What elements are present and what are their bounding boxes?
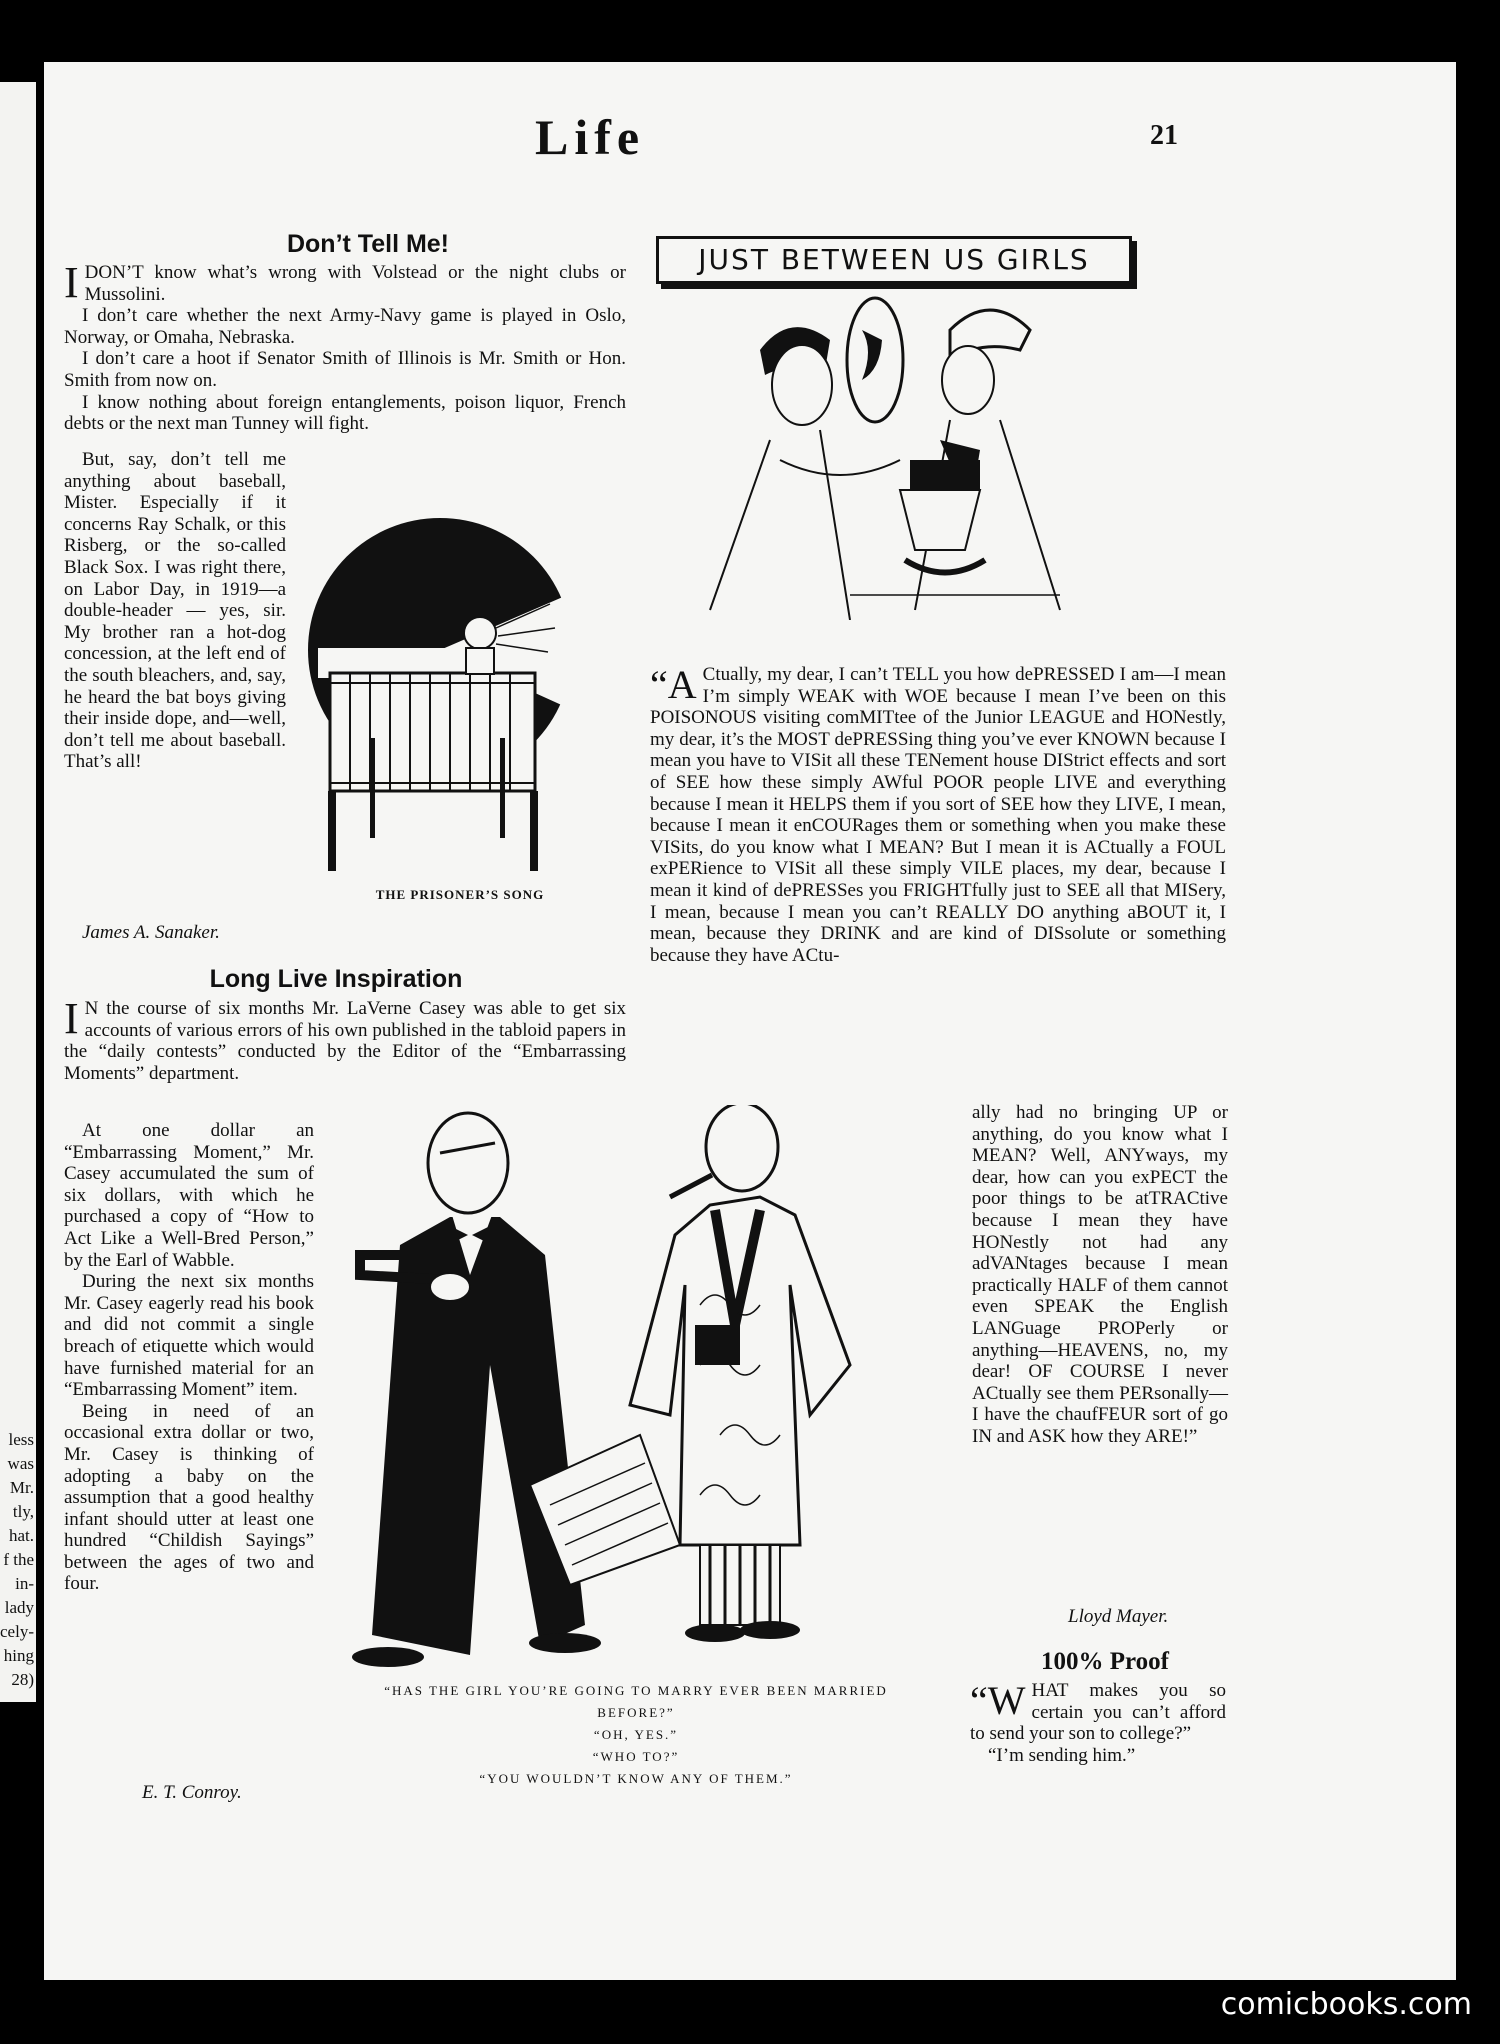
article-title-long-live-inspiration: Long Live Inspiration: [209, 965, 463, 993]
paragraph: HAT makes you so certain you can’t afford to send your son to college?”: [970, 1680, 1226, 1745]
article2-intro-text: [64, 994, 626, 1084]
article-title-100-proof: 100% Proof: [1041, 1648, 1169, 1675]
facing-page-word: cely-: [0, 1622, 34, 1641]
dropcap: “W: [970, 1678, 1026, 1723]
paragraph: Ctually, my dear, I can’t TELL you how dePRESSED I am—I mean I’m simply WEAK with WOE because I mean I’ve been on this POISONOUS visiting comMITtee of the Junior LEAGUE and HONestly, my dear, it’s the MOST dePRESSing thing you’ve ever KNOWN because I mean you have to VISit all these TENement house DIStrict effects and sort of SEE how these simply AWful POOR people LIVE and everything because I mean it HELPS them if you sort of SEE how they LIVE, I mean, because I mean it enCOURages them or something when you make these VISits, do you know what I MEAN? But I mean it is ACtually a FOUL exPERience to VISit all these simply VILE places, my dear, because I mean it kind of dePRESSes you FRIGHTfully just to SEE all that MISery, I mean, because I mean you can’t REALLY DO anything aBOUT it, I mean, because they DRINK and are kind of DISsolute or something because they have ACtu-: [650, 664, 1226, 966]
paragraph: But, say, don’t tell me anything about baseball, Mister. Especially if it concerns Ray Schalk, or this Risberg, or the so-called Black Sox. I was right there, on Labor Day, in 1919—a double-header — yes, sir. My brother ran a hot-dog concession, at the left end of the south bleachers, and, say, he heard the bat boys giving their inside dope, and—well, don’t tell me about baseball. That’s all!: [64, 449, 286, 773]
byline: E. T. Conroy.: [142, 1782, 242, 1803]
facing-page-word: Mr.: [9, 1478, 34, 1497]
two-men-cartoon: [340, 1105, 910, 1670]
caption-line: “YOU WOULDN’T KNOW ANY OF THEM.”: [479, 1771, 793, 1786]
article1-full-width-text: [64, 258, 626, 435]
cartoon-caption: THE PRISONER’S SONG: [375, 887, 545, 902]
facing-page-edge: [0, 82, 36, 1702]
facing-page-word: in-: [15, 1574, 34, 1593]
paragraph: I don’t care a hoot if Senator Smith of Illinois is Mr. Smith or Hon. Smith from now on.: [64, 348, 626, 391]
dropcap: I: [64, 994, 79, 1043]
caption-line: “HAS THE GIRL YOU’RE GOING TO MARRY EVER BEEN MARRIED BEFORE?”: [384, 1683, 888, 1720]
paragraph: “I’m sending him.”: [988, 1744, 1136, 1766]
article1-narrow-text: [64, 449, 286, 773]
girls-cartoon: [700, 290, 1090, 620]
caption-line: “OH, YES.”: [593, 1727, 679, 1742]
dropcap: I: [64, 258, 79, 307]
facing-page-word: hing: [3, 1646, 34, 1665]
article3-wide-text: [650, 664, 1226, 966]
facing-page-word: f the: [3, 1550, 34, 1569]
article-title-dont-tell-me: Don’t Tell Me!: [286, 230, 450, 258]
paragraph: ally had no bringing UP or anything, do you know what I MEAN? Well, ANYways, my dear, how can you exPECT the poor things to be atTRACtive because I mean they have HONestly not had any adVANtages because I mean practically HALF of them cannot even SPEAK the English LANGuage PROPerly or anything—HEAVENS, no, my dear! OF COURSE I never ACtually see them PERsonally—I have the chaufFEUR sort of go IN and ASK how they ARE!”: [972, 1102, 1228, 1447]
facing-page-word: lady: [4, 1598, 34, 1617]
paragraph: Being in need of an occasional extra dollar or two, Mr. Casey is thinking of adopting a baby on the assumption that a good healthy infant should utter at least one hundred “Childish Sayings” between the ages of two and four.: [64, 1400, 314, 1595]
dropcap: “A: [650, 662, 697, 707]
facing-page-word: hat.: [8, 1526, 34, 1545]
article2-narrow-text: [64, 1120, 314, 1595]
byline: Lloyd Mayer.: [1068, 1606, 1169, 1627]
cartoon-caption: [370, 1680, 902, 1790]
facing-page-word: 28): [11, 1670, 34, 1689]
article-title-just-between-us-girls: JUST BETWEEN US GIRLS: [656, 236, 1132, 284]
paragraph: N the course of six months Mr. LaVerne Casey was able to get six accounts of various errors of his own published in the tabloid papers in the “daily contests” conducted by the Editor of the “Embarrassing Moments” department.: [64, 998, 626, 1084]
article3-narrow-text: [972, 1102, 1228, 1448]
facing-page-word: tly,: [12, 1502, 34, 1521]
paragraph: At one dollar an “Embarrassing Moment,” Mr. Casey accumulated the sum of six dollars, with which he purchased a copy of “How to Act Like a Well-Bred Person,” by the Earl of Wabble.: [64, 1120, 314, 1271]
byline: James A. Sanaker.: [82, 922, 220, 943]
article4-text: [970, 1680, 1226, 1766]
paragraph: I know nothing about foreign entanglements, poison liquor, French debts or the next man Tunney will fight.: [64, 391, 626, 435]
page-number: 21: [1150, 120, 1178, 151]
paragraph: I don’t care whether the next Army-Navy game is played in Oslo, Norway, or Omaha, Nebraska.: [64, 305, 626, 348]
paragraph: DON’T know what’s wrong with Volstead or the night clubs or Mussolini.: [84, 262, 626, 305]
prisoner-cartoon: [300, 508, 635, 880]
watermark: comicbooks.com: [1220, 1987, 1472, 2022]
masthead: Life: [535, 109, 646, 165]
paragraph: During the next six months Mr. Casey eagerly read his book and did not commit a single breach of etiquette which would have furnished material for an “Embarrassing Moment” item.: [64, 1271, 314, 1401]
caption-line: “WHO TO?”: [592, 1749, 680, 1764]
facing-page-word: was: [7, 1454, 34, 1473]
facing-page-word: less: [8, 1430, 34, 1449]
